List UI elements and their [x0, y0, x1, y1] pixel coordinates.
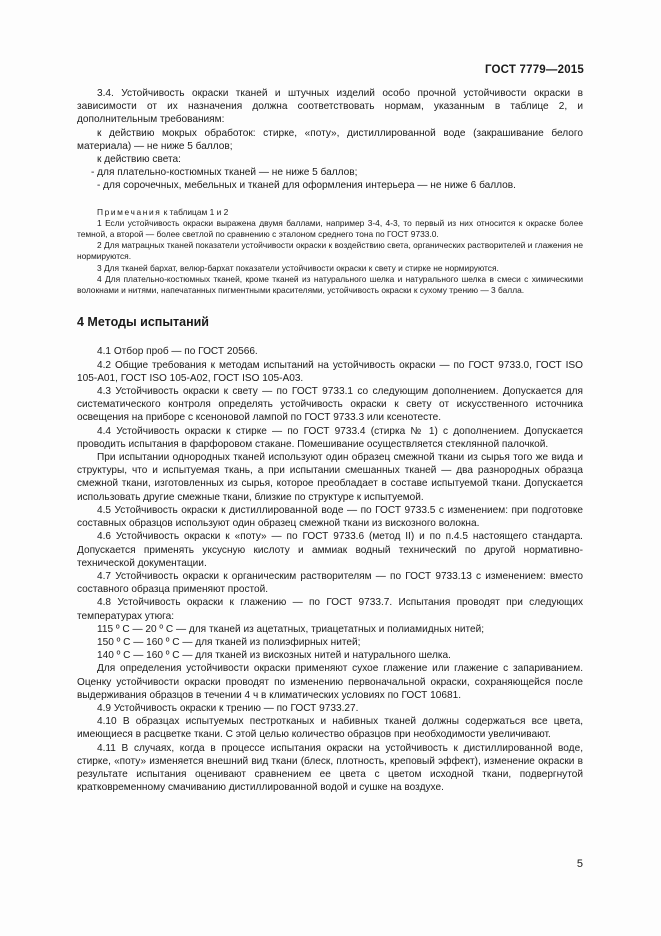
note-1: 1 Если устойчивость окраски выражена двумя баллами, например 3-4, 4-3, то первый из них относится к окраске более темной, а второй — более светлой по сравнению с эталоном среднего тона по ГОСТ 9733.0.: [77, 217, 583, 240]
paragraph-4-2: 4.2 Общие требования к методам испытаний на устойчивость окраски — по ГОСТ 9733.0, ГОСТ ISO 105-A01, ГОСТ ISO 105-A02, ГОСТ ISO 105-A03.: [77, 359, 583, 384]
paragraph-4-3: 4.3 Устойчивость окраски к свету — по ГОСТ 9733.1 со следующим дополнением. Допускается для систематического контроля определять устойчивость окраски к свету от искусственного источника освещения на приборе с ксеноновой лампой по ГОСТ 9733.3 или ксенотесте.: [77, 386, 583, 424]
paragraph-4-4: 4.4 Устойчивость окраски к стирке — по ГОСТ 9733.4 (стирка № 1) с дополнением. Допускается проводить испытания в фарфоровом стакане. Помешивание осуществляется стеклянной палочкой.: [77, 425, 583, 450]
paragraph-4-8: 4.8 Устойчивость окраски к глажению — по ГОСТ 9733.7. Испытания проводят при следующих температурах утюга:: [77, 597, 583, 622]
note-3: 3 Для тканей бархат, велюр-бархат показатели устойчивости окраски к свету и стирке не нормируются.: [97, 262, 499, 273]
paragraph-4-11: 4.11 В случаях, когда в процессе испытания окраски на устойчивость к дистиллированной воде, стирке, «поту» изменяется внешний вид ткани (блеск, плотность, креповый эффект), изменение окраски в результате испытания оценивают сравнением ее цвета с цветом исходной ткани, подвергнутой кратковременному смачиванию дистиллированной водой и сушке на воздухе.: [77, 742, 583, 794]
notes-block: [77, 207, 583, 297]
paragraph-4-6: 4.6 Устойчивость окраски к «поту» — по ГОСТ 9733.6 (метод II) и по п.4.5 настоящего стандарта. Допускается применять уксусную кислоту и аммиак водный технический по другой нормативно-технической документации.: [77, 531, 583, 569]
requirement-wet: к действию мокрых обработок: стирке, «поту», дистиллированной воде (закрашивание белого материала) — не ниже 5 баллов;: [77, 127, 583, 152]
document-id: ГОСТ 7779—2015: [484, 64, 584, 76]
page-content: [77, 87, 583, 794]
paragraph-4-10: 4.10 В образцах испытуемых пестротканых и набивных тканей должны содержаться все цвета, имеющиеся в расцветке ткани. С этой целью количество образцов при необходимости увеличивают.: [77, 716, 583, 741]
temperature-1: 115 º С — 20 º С — для тканей из ацетатных, триацетатных и полиамидных нитей;: [97, 623, 485, 635]
paragraph-3-4: 3.4. Устойчивость окраски тканей и штучных изделий особо прочной устойчивости окраски в зависимости от их назначения должна соответствовать нормам, указанным в таблице 2, и дополнительным требованиям:: [77, 88, 583, 126]
requirement-light: к действию света:: [97, 154, 181, 166]
paragraph-4-9: 4.9 Устойчивость окраски к трению — по ГОСТ 9733.27.: [97, 702, 359, 714]
page-number: 5: [576, 858, 583, 870]
section-4-heading: 4 Методы испытаний: [77, 315, 209, 330]
requirement-light-b: - для сорочечных, мебельных и тканей для оформления интерьера — не ниже 6 баллов.: [97, 180, 516, 192]
paragraph-4-8-continued: Для определения устойчивости окраски применяют сухое глажение или глажение с запариванием. Оценку устойчивости окраски проводят по изменению первоначальной окраски, сохраняющейся после выдерживания образцов в течении 4 ч в климатических условиях по ГОСТ 10681.: [77, 663, 583, 701]
note-4: 4 Для плательно-костюмных тканей, кроме тканей из натурального шелка и натурального шелка в смеси с химическими волокнами и нитями, напечатанных пигментными красителями, устойчивость окраски к сухому трению — 3 балла.: [77, 273, 583, 296]
temperature-2: 150 º С — 160 º С — для тканей из полиэфирных нитей;: [97, 636, 361, 648]
paragraph-4-5: 4.5 Устойчивость окраски к дистиллированной воде — по ГОСТ 9733.5 с изменением: при подготовке составных образцов используют один образец смежной ткани из вискозного волокна.: [77, 504, 583, 530]
notes-title: Примечания к таблицам 1 и 2: [97, 206, 229, 217]
paragraph-4-1: 4.1 Отбор проб — по ГОСТ 20566.: [97, 346, 258, 358]
paragraph-4-4-continued: При испытании однородных тканей используют один образец смежной ткани из сырья того же вида и структуры, что и испытуемая ткань, а при испытании смешанных тканей — два разнородных образца смежной ткани, изготовленных из сырья, которое преобладает в составе испытуемой ткани. Допускается использовать другие смежные ткани, близкие по структуре к испытуемой.: [77, 452, 583, 503]
paragraph-4-7: 4.7 Устойчивость окраски к органическим растворителям — по ГОСТ 9733.13 с изменением: вместо составного образца применяют простой.: [77, 570, 583, 596]
note-2: 2 Для матрацных тканей показатели устойчивости окраски к воздействию света, органических растворителей и глажения не нормируются.: [77, 240, 583, 262]
requirement-light-a: - для плательно-костюмных тканей — не ниже 5 баллов;: [91, 167, 358, 179]
temperature-3: 140 º С — 160 º С — для тканей из вискозных нитей и натурального шелка.: [97, 650, 451, 662]
